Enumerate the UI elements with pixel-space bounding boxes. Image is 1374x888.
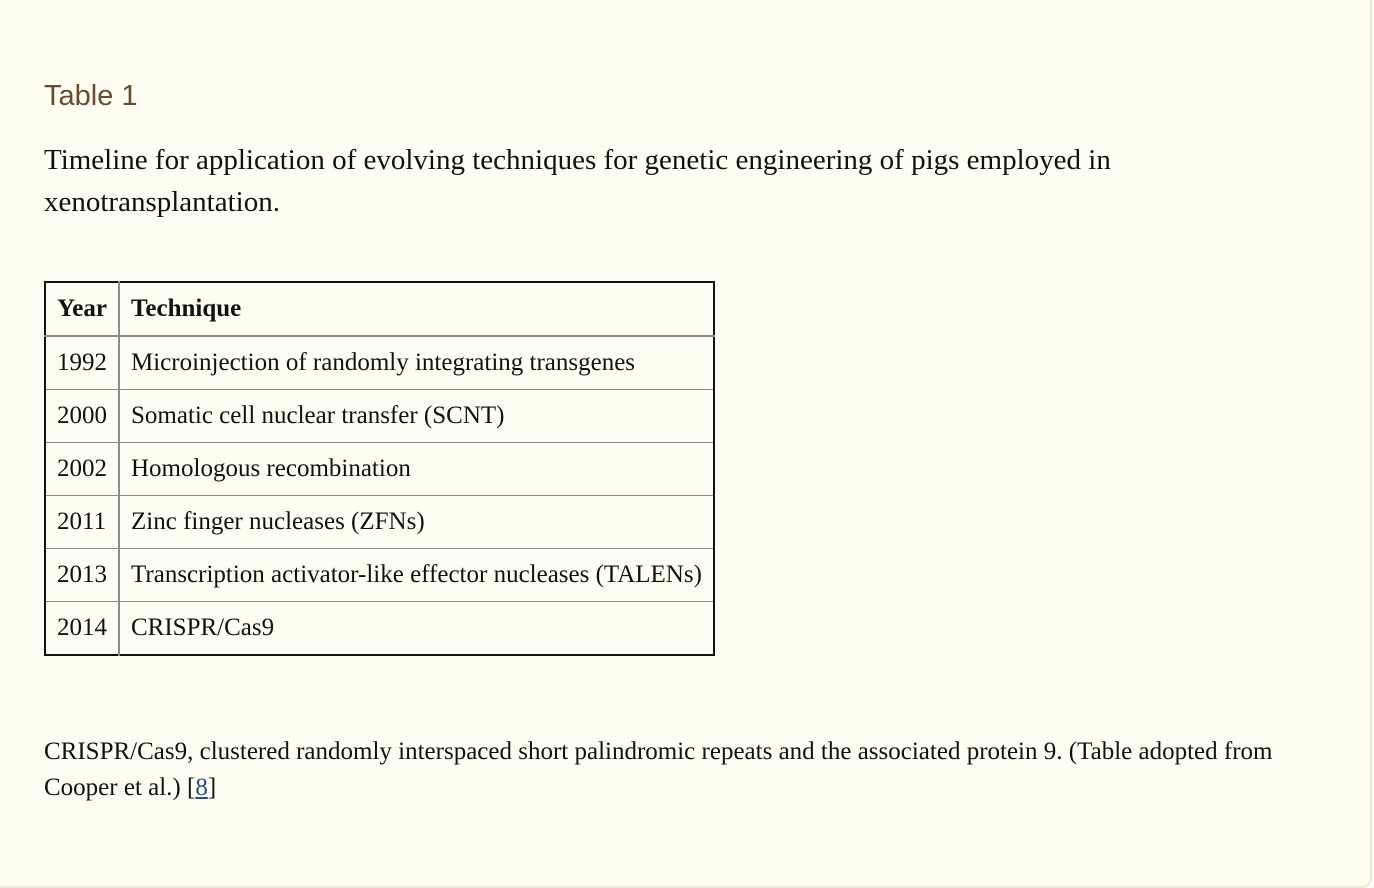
technique-cell: CRISPR/Cas9 [119, 602, 714, 656]
table-row [45, 336, 714, 390]
table-row [45, 549, 714, 602]
year-cell: 2002 [45, 443, 119, 496]
technique-cell: Transcription activator-like effector nucleases (TALENs) [119, 549, 714, 602]
year-cell: 2011 [45, 496, 119, 549]
year-cell: 2000 [45, 390, 119, 443]
year-cell: 2013 [45, 549, 119, 602]
year-cell: 1992 [45, 336, 119, 390]
footnote-text: CRISPR/Cas9, clustered randomly interspaced short palindromic repeats and the associated protein 9. (Table adopted from Cooper et al.) [ [44, 738, 1273, 801]
table-row [45, 390, 714, 443]
table-row [45, 443, 714, 496]
table-caption: Timeline for application of evolving techniques for genetic engineering of pigs employed in xenotransplantation. [44, 144, 1111, 218]
table-header-row [45, 282, 714, 336]
technique-cell: Microinjection of randomly integrating transgenes [119, 336, 714, 390]
reference-link[interactable]: 8 [195, 774, 208, 801]
technique-cell: Homologous recombination [119, 443, 714, 496]
technique-cell: Zinc finger nucleases (ZFNs) [119, 496, 714, 549]
table-footnote [44, 734, 1334, 806]
timeline-table [44, 281, 715, 656]
table-row [45, 496, 714, 549]
header-year: Year [45, 282, 119, 336]
technique-cell: Somatic cell nuclear transfer (SCNT) [119, 390, 714, 443]
table-row [45, 602, 714, 656]
year-cell: 2014 [45, 602, 119, 656]
header-technique: Technique [119, 282, 714, 336]
table-label: Table 1 [44, 80, 138, 112]
footnote-text-end: ] [207, 774, 217, 801]
